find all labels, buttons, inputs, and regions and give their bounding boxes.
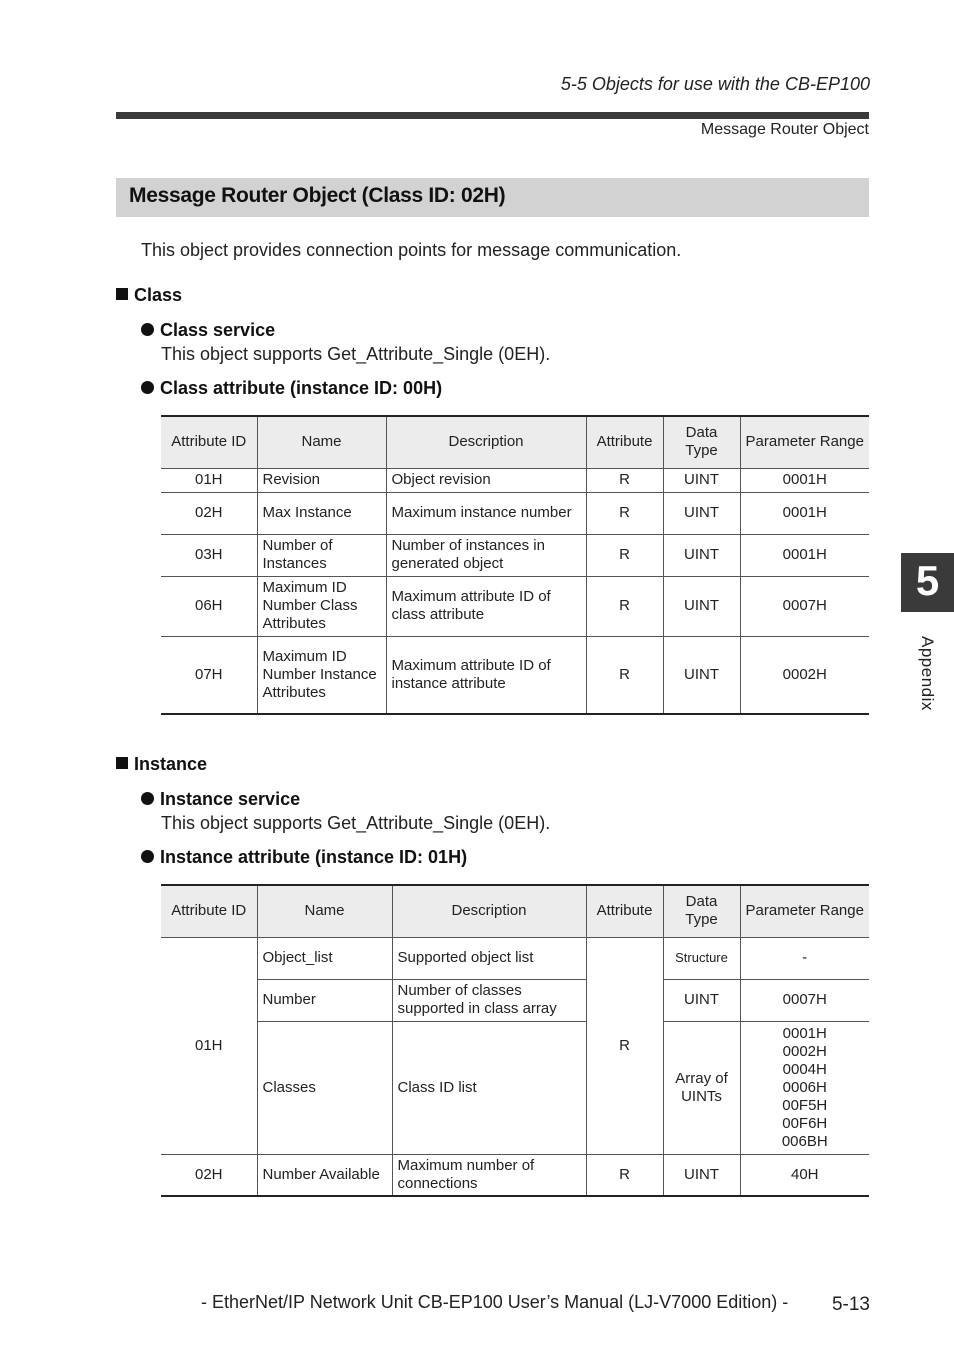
square-bullet-icon — [116, 757, 128, 769]
table-cell: 02H — [161, 492, 257, 534]
table-cell: Maximum attribute ID of class attribute — [386, 576, 586, 636]
table-cell: 02H — [161, 1154, 257, 1196]
table-cell: Maximum instance number — [386, 492, 586, 534]
table-cell: 0002H — [740, 636, 869, 714]
circle-bullet-icon — [141, 381, 154, 394]
table-cell: UINT — [663, 576, 740, 636]
table-cell: Maximum attribute ID of instance attribute — [386, 636, 586, 714]
square-bullet-icon — [116, 288, 128, 300]
circle-bullet-icon — [141, 792, 154, 805]
table-cell: R — [586, 937, 663, 1154]
table-cell: Number Available — [257, 1154, 392, 1196]
table-cell: UINT — [663, 636, 740, 714]
table-cell: 01H — [161, 468, 257, 492]
table-cell: Maximum ID Number Instance Attributes — [257, 636, 386, 714]
page-number: 5-13 — [831, 1294, 870, 1315]
table-header-row — [161, 416, 869, 468]
class-attribute-table — [161, 415, 869, 715]
instance-service-text: This object supports Get_Attribute_Single (0EH). — [161, 813, 551, 833]
class-attribute-heading: Class attribute (instance ID: 00H) — [141, 378, 442, 399]
column-header: Attribute — [586, 885, 663, 937]
chapter-number: 5 — [915, 557, 940, 604]
table-cell: Max Instance — [257, 492, 386, 534]
column-header: Name — [257, 416, 386, 468]
table-cell: 06H — [161, 576, 257, 636]
table-cell: 0001H — [740, 492, 869, 534]
table-cell: R — [586, 468, 663, 492]
table-cell: 40H — [740, 1154, 869, 1196]
instance-attribute-heading: Instance attribute (instance ID: 01H) — [141, 847, 467, 868]
column-header: Description — [392, 885, 586, 937]
section-subheader: Message Router Object — [700, 121, 869, 138]
table-cell: Structure — [663, 937, 740, 979]
column-header: Attribute ID — [161, 885, 257, 937]
table-cell: R — [586, 1154, 663, 1196]
table-row — [161, 979, 869, 1021]
table-cell: 01H — [161, 937, 257, 1154]
class-service-heading: Class service — [141, 320, 275, 341]
column-header: Data Type — [663, 416, 740, 468]
table-cell: Maximum number of connections — [392, 1154, 586, 1196]
table-cell: 0001H — [740, 468, 869, 492]
column-header: Attribute — [586, 416, 663, 468]
circle-bullet-icon — [141, 323, 154, 336]
table-cell: Number of instances in generated object — [386, 534, 586, 576]
instance-attribute-table — [161, 884, 869, 1197]
table-cell: - — [740, 937, 869, 979]
table-row — [161, 534, 869, 576]
table-cell: UINT — [663, 468, 740, 492]
instance-heading: Instance — [116, 754, 207, 775]
table-cell: Supported object list — [392, 937, 586, 979]
table-cell: 0007H — [740, 576, 869, 636]
section-title: Message Router Object (Class ID: 02H) — [129, 184, 506, 207]
table-cell: UINT — [663, 1154, 740, 1196]
column-header: Attribute ID — [161, 416, 257, 468]
column-header: Parameter Range — [740, 416, 869, 468]
table-cell: R — [586, 636, 663, 714]
table-row — [161, 636, 869, 714]
table-row — [161, 492, 869, 534]
chapter-header: 5-5 Objects for use with the CB-EP100 — [560, 74, 870, 94]
circle-bullet-icon — [141, 850, 154, 863]
column-header: Name — [257, 885, 392, 937]
instance-service-heading: Instance service — [141, 789, 300, 810]
table-row — [161, 1154, 869, 1196]
table-cell: 0001H — [740, 534, 869, 576]
table-cell: UINT — [663, 534, 740, 576]
column-header: Parameter Range — [740, 885, 869, 937]
table-cell: Number of Instances — [257, 534, 386, 576]
table-row — [161, 468, 869, 492]
table-cell: R — [586, 576, 663, 636]
table-cell: Number — [257, 979, 392, 1021]
chapter-tab — [901, 553, 954, 612]
column-header: Data Type — [663, 885, 740, 937]
table-cell: 0007H — [740, 979, 869, 1021]
table-cell: Object revision — [386, 468, 586, 492]
table-cell: Maximum ID Number Class Attributes — [257, 576, 386, 636]
table-cell: Classes — [257, 1021, 392, 1154]
table-cell: Class ID list — [392, 1021, 586, 1154]
table-cell: Array of UINTs — [663, 1021, 740, 1154]
header-rule — [116, 112, 869, 119]
table-cell: R — [586, 534, 663, 576]
table-cell: Number of classes supported in class array — [392, 979, 586, 1021]
table-cell: Object_list — [257, 937, 392, 979]
table-cell: UINT — [663, 492, 740, 534]
section-title-bar — [116, 178, 869, 217]
table-cell: 03H — [161, 534, 257, 576]
footer-text: - EtherNet/IP Network Unit CB-EP100 User’s Manual (LJ-V7000 Edition) - — [201, 1292, 789, 1312]
table-cell: 07H — [161, 636, 257, 714]
table-row — [161, 576, 869, 636]
intro-text: This object provides connection points for message communication. — [141, 240, 682, 260]
table-header-row — [161, 885, 869, 937]
table-row — [161, 937, 869, 979]
class-service-text: This object supports Get_Attribute_Single (0EH). — [161, 344, 551, 364]
chapter-side-label: Appendix — [918, 636, 937, 711]
column-header: Description — [386, 416, 586, 468]
table-cell: 0001H 0002H 0004H 0006H 00F5H 00F6H 006BH — [740, 1021, 869, 1154]
table-cell: Revision — [257, 468, 386, 492]
table-row — [161, 1021, 869, 1154]
class-heading: Class — [116, 285, 182, 306]
table-cell: R — [586, 492, 663, 534]
table-cell: UINT — [663, 979, 740, 1021]
